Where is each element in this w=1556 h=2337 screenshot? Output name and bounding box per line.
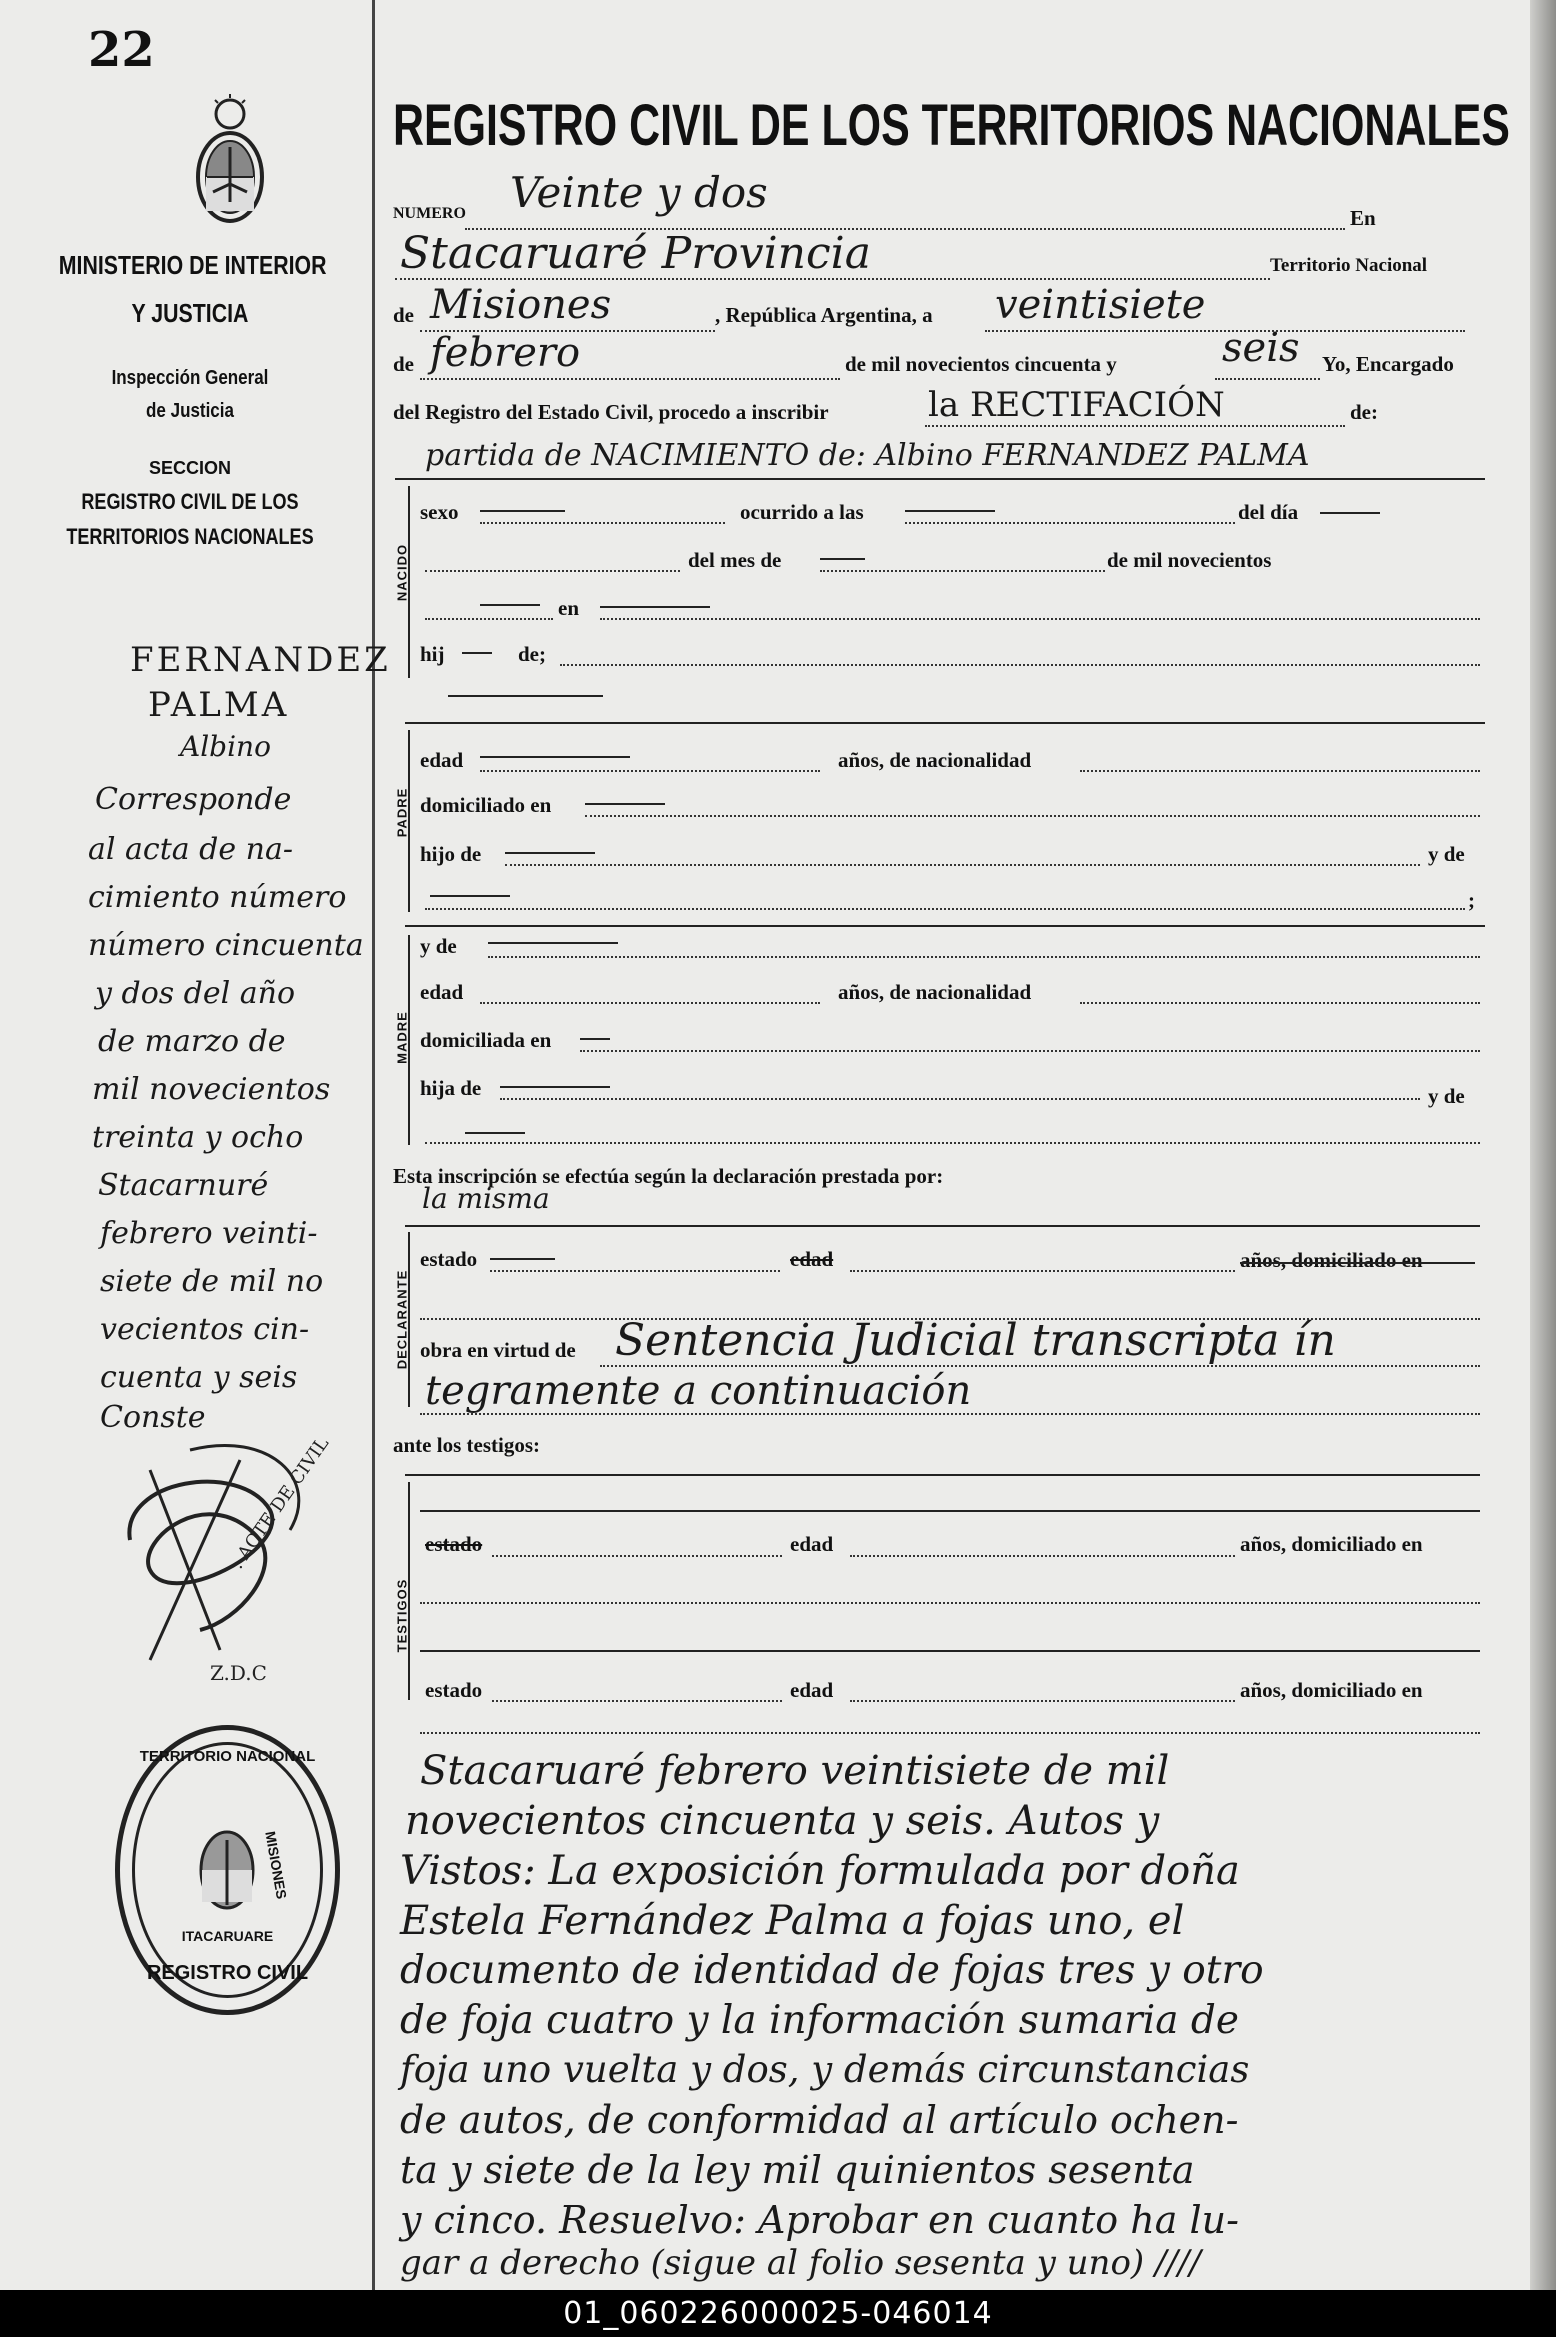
padre-dom-dash: [585, 803, 665, 805]
registry-line2: TERRITORIOS NACIONALES: [66, 524, 314, 549]
resolution-line: Estela Fernández Palma a fojas uno, el: [400, 1898, 1185, 1944]
en-nacido-label: en: [558, 596, 579, 620]
margin-line: y dos del año: [95, 976, 296, 1011]
margin-line: Conste: [100, 1400, 206, 1435]
margin-given: Albino: [180, 730, 271, 763]
declarante-anos-strike: [1240, 1262, 1475, 1264]
sexo-line: [480, 522, 725, 524]
hij-de-label: de;: [518, 642, 546, 666]
hora-line: [905, 522, 1235, 524]
dia-dash: [1320, 512, 1380, 514]
registry-line1: REGISTRO CIVIL DE LOS: [81, 489, 299, 514]
madre-anos-label: años, de nacionalidad: [838, 980, 1032, 1004]
partida-value: partida de NACIMIENTO de: Albino FERNANDEZ PALMA: [425, 438, 1310, 473]
inscribir-value: la RECTIFACIÓN: [928, 385, 1225, 425]
republica-label: , República Argentina, a: [715, 303, 933, 327]
testigo1-anos-label: años, domiciliado en: [1240, 1532, 1423, 1556]
resolution-line: Stacaruaré febrero veintisiete de mil: [420, 1748, 1170, 1794]
mes-dash: [820, 558, 865, 560]
svg-text:. ACTE DE CIVIL: . ACTE DE CIVIL: [226, 1433, 334, 1573]
en-label: En: [1350, 206, 1376, 230]
official-seal: [115, 1725, 340, 2015]
declarante-top-rule: [405, 1225, 1480, 1227]
testigos-top-rule: [405, 1474, 1480, 1476]
resolution-line: de autos, de conformidad al artículo ochen-: [400, 2098, 1239, 2142]
padre-domiciliado-label: domiciliado en: [420, 793, 552, 817]
hij-label: hij: [420, 642, 445, 666]
sexo-dash: [480, 510, 565, 512]
margin-line: siete de mil no: [100, 1264, 324, 1299]
en-place-line: [600, 618, 1480, 620]
testigo2-estado-line: [492, 1700, 782, 1702]
testigo2-estado-label: estado: [425, 1678, 483, 1702]
seal-arms-icon: [192, 1815, 262, 1925]
testigo1-estado-line: [492, 1555, 782, 1557]
inspection-line2: de Justicia: [146, 400, 234, 422]
padre-edad-dash: [480, 756, 630, 758]
madre-y-de2-label: y de: [1428, 1084, 1465, 1108]
month-line: [420, 378, 840, 380]
declarante-estado-label: estado: [420, 1247, 478, 1271]
margin-line: cimiento número: [88, 880, 347, 915]
testigos-side-label: TESTIGOS: [394, 1578, 410, 1653]
resolution-line: novecientos cincuenta y seis. Autos y: [405, 1798, 1160, 1844]
margin-line: Corresponde: [95, 782, 292, 817]
numero-label: NUMERO: [393, 205, 466, 222]
padre-anos-label: años, de nacionalidad: [838, 748, 1032, 772]
declarante-side-label: DECLARANTE: [394, 1269, 410, 1370]
padre-hijo-dash: [505, 852, 595, 854]
signature-image: [90, 1420, 360, 1690]
resolution-line: Vistos: La exposición formulada por doña: [400, 1848, 1240, 1894]
declarante-edad-label: edad: [790, 1247, 834, 1271]
margin-line: Stacarnuré: [98, 1168, 269, 1203]
madre-nombre-dash: [488, 942, 618, 944]
madre-hija-label: hija de: [420, 1076, 482, 1100]
padre-semicolon: ;: [1468, 888, 1475, 912]
madre-hija-dash: [500, 1086, 610, 1088]
resolution-line: gar a derecho (sigue al folio sesenta y uno) ////: [400, 2243, 1201, 2283]
nacido-side-label: NACIDO: [394, 543, 410, 602]
obra-label: obra en virtud de: [420, 1338, 576, 1362]
declarante-estado-line: [490, 1270, 780, 1272]
padre-madre-line: [425, 908, 1465, 910]
testigo1-edad-label: edad: [790, 1532, 834, 1556]
day-value: veintisiete: [995, 282, 1206, 328]
madre-y-de-label: y de: [420, 934, 457, 958]
hora-dash: [905, 510, 995, 512]
margin-rule: [372, 0, 375, 2290]
padre-nac-line: [1080, 770, 1480, 772]
madre-dash2: [465, 1132, 525, 1134]
province-value: Misiones: [430, 282, 612, 328]
inspection-line1: Inspección General: [111, 367, 269, 389]
hij-dash2: [448, 695, 603, 697]
mes-line: [820, 570, 1105, 572]
declarante-anos-label: años, domiciliado en: [1240, 1248, 1423, 1272]
declarante-intro-value: la misma: [422, 1182, 550, 1215]
sexo-label: sexo: [420, 500, 459, 524]
resolution-line: ta y siete de la ley mil quinientos sesenta: [400, 2148, 1195, 2192]
padre-side-label: PADRE: [394, 787, 410, 838]
mil-nov-label: de mil novecientos: [1107, 548, 1272, 572]
padre-edad-line: [480, 770, 820, 772]
seal-place: ITACARUARE: [181, 1928, 274, 1944]
year-value: seis: [1222, 325, 1300, 371]
file-id-caption: 01_060226000025-046014: [0, 2290, 1556, 2337]
madre-line2: [425, 1142, 1480, 1144]
testigo1-name-rule: [420, 1510, 1480, 1512]
padre-hijo-line: [505, 864, 1420, 866]
resolution-line: de foja cuatro y la información sumaria de: [400, 1998, 1239, 2043]
en-lead-line: [425, 618, 553, 620]
inscribir-line: [925, 425, 1345, 427]
obra-line1: [600, 1365, 1480, 1367]
de2-label: de: [393, 352, 414, 376]
del-dia-label: del día: [1238, 500, 1299, 524]
del-mes-label: del mes de: [688, 548, 782, 572]
en-place-dash: [600, 606, 710, 608]
madre-edad-line: [480, 1002, 820, 1004]
page-number: 22: [88, 22, 155, 78]
obra-value-line1: Sentencia Judicial transcripta ín: [615, 1315, 1336, 1366]
margin-line: vecientos cin-: [100, 1312, 310, 1347]
testigo2-edad-line: [850, 1700, 1235, 1702]
resolution-line: documento de identidad de fojas tres y otro: [400, 1948, 1264, 1993]
page-edge-shadow: [1530, 0, 1556, 2290]
testigo1-edad-line: [850, 1555, 1235, 1557]
padre-y-de-label: y de: [1428, 842, 1465, 866]
margin-line: al acta de na-: [88, 832, 294, 867]
testigo2-anos-label: años, domiciliado en: [1240, 1678, 1423, 1702]
margin-surname1: FERNANDEZ: [130, 640, 391, 680]
page-title: REGISTRO CIVIL DE LOS TERRITORIOS NACIONALES: [393, 93, 1510, 158]
testigo2-edad-label: edad: [790, 1678, 834, 1702]
territorio-label: Territorio Nacional: [1270, 255, 1428, 276]
margin-line: número cincuenta: [88, 928, 364, 963]
partida-rule: [395, 478, 1485, 480]
padre-madre-dash: [430, 895, 510, 897]
hij-dash: [462, 652, 492, 654]
yo-label: Yo, Encargado: [1322, 352, 1454, 376]
declarante-estado-dash: [490, 1258, 555, 1260]
margin-line: febrero veinti-: [100, 1216, 318, 1251]
madre-hija-line: [500, 1098, 1420, 1100]
madre-nac-line: [1080, 1002, 1480, 1004]
ocurrido-label: ocurrido a las: [740, 500, 864, 524]
year-label: de mil novecientos cincuenta y: [845, 352, 1117, 376]
madre-dom-line: [580, 1050, 1480, 1052]
registro-label: del Registro del Estado Civil, procedo a inscribir: [393, 400, 829, 424]
madre-side-label: MADRE: [394, 1011, 410, 1064]
svg-text:Z.D.C: Z.D.C: [210, 1661, 267, 1685]
margin-line: treinta y ocho: [92, 1120, 304, 1155]
section-label: SECCION: [148, 458, 231, 478]
obra-line2: [420, 1413, 1480, 1415]
margin-line: de marzo de: [98, 1024, 286, 1059]
coat-of-arms-icon: [185, 92, 275, 227]
testigo1-estado-label: estado: [425, 1532, 483, 1556]
ministry-line1: MINISTERIO DE INTERIOR: [58, 250, 327, 280]
testigo1-dom-line: [420, 1602, 1480, 1604]
de3-label: de:: [1350, 400, 1378, 424]
madre-edad-label: edad: [420, 980, 464, 1004]
numero-value: Veinte y dos: [510, 168, 768, 217]
resolution-line: y cinco. Resuelvo: Aprobar en cuanto ha lu-: [400, 2198, 1239, 2242]
testigo2-name-rule: [420, 1650, 1480, 1652]
padre-hijo-label: hijo de: [420, 842, 482, 866]
mes-lead-line: [425, 570, 680, 572]
margin-line: mil novecientos: [92, 1072, 331, 1107]
padre-dom-line: [585, 815, 1480, 817]
declarante-intro: Esta inscripción se efectúa según la declaración prestada por:: [393, 1164, 944, 1188]
padre-bottom-rule: [405, 925, 1485, 927]
month-value: febrero: [430, 330, 581, 376]
padre-edad-label: edad: [420, 748, 464, 772]
seal-ring-text: REGISTRO CIVIL: [146, 1962, 309, 1984]
madre-dom-dash: [580, 1038, 610, 1040]
seal-stamp-text: MISIONES: [262, 1830, 290, 1901]
hij-line: [560, 664, 1480, 666]
place-value: Stacaruaré Provincia: [400, 228, 871, 279]
testigo2-dom-line: [420, 1732, 1480, 1734]
seal-top-text: TERRITORIO NACIONAL: [139, 1748, 316, 1765]
madre-domiciliada-label: domiciliada en: [420, 1028, 552, 1052]
margin-surname2: PALMA: [148, 685, 290, 725]
madre-nombre-line: [488, 956, 1480, 958]
place-line: [395, 278, 1270, 280]
year-line: [1215, 378, 1320, 380]
margin-line: cuenta y seis: [100, 1360, 298, 1395]
testigos-intro: ante los testigos:: [393, 1433, 540, 1457]
en-dash: [480, 604, 540, 606]
resolution-line: foja uno vuelta y dos, y demás circunstancias: [400, 2048, 1250, 2091]
de-label: de: [393, 303, 414, 327]
obra-value-line2: tegramente a continuación: [425, 1368, 972, 1414]
ministry-line2: Y JUSTICIA: [131, 298, 249, 328]
nacido-bottom-rule: [405, 722, 1485, 724]
declarante-edad-line: [850, 1270, 1235, 1272]
